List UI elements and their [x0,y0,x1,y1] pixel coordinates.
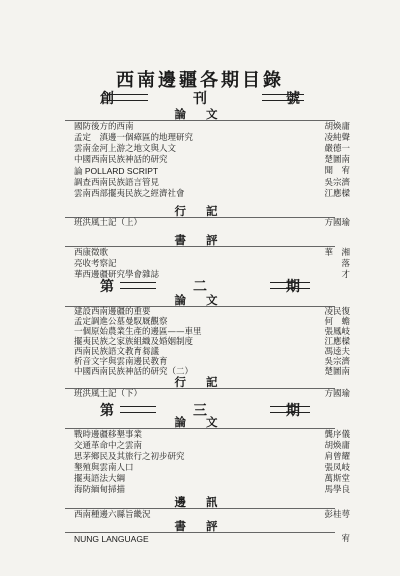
entry-title: 擺夷民族之家族組織及婚姻制度 [74,337,194,347]
entry-author: 何 蟾 [324,317,350,327]
entry-author: 馮逵夫 [324,347,350,357]
issue-header [0,88,400,107]
entry-author: 江應樑 [324,189,350,199]
entry-title: 華西邊疆研究學會雜誌 [74,270,160,280]
toc-entry [74,217,350,229]
toc-entry [74,388,350,400]
entry-author: 華 湘 [324,248,350,258]
issue-rule-left [108,94,148,101]
entry-author: 才 [341,270,350,280]
entry-author: 張鳳岐 [324,327,350,337]
entry-author: 楚圖南 [324,155,350,165]
entry-title: 雲南金河上游之地文與人文 [74,144,177,154]
entry-author: 肩曾耀 [324,452,350,462]
section-heading: 行 記 [174,204,226,218]
entry-author: 落 [341,259,350,269]
section-heading: 論 文 [174,293,226,307]
issue-header [0,276,400,295]
entry-author: 凌純聲 [324,133,350,143]
issue-rule-left [120,406,156,413]
entry-title: 中國西南民族神話的研究 [74,155,168,165]
entry-title: 國防後方的西南 [74,122,134,132]
entry-title: 析音文字與雲南邊民教育 [74,357,168,367]
entry-title: 班洪風土記（下） [74,389,143,399]
entry-title: 海防緬甸掃描 [74,485,126,495]
issue-label-char: 創 [100,91,114,107]
entry-title: 西南種邊六縣旨畿況 [74,510,151,520]
entry-author: 胡煥庸 [324,122,350,132]
entry-author: 彭桂萼 [324,510,350,520]
issue-label-char: 期 [286,279,300,295]
issue-label-char: 期 [286,403,300,419]
entry-title: 調查西南民族語言管見 [74,178,160,188]
entry-title: 擺夷語法大綱 [74,474,126,484]
section-heading: 邊 訊 [174,495,226,509]
entry-title: 中國西南民族神話的研究（二） [74,367,194,377]
entry-title: 戰時邊疆移墾事業 [74,430,143,440]
section-heading: 論 文 [174,415,226,429]
entry-author: 宥 [341,534,350,544]
entry-author: 楚圖南 [324,367,350,377]
entry-title: 思茅鄉民及其旅行之初步研究 [74,452,185,462]
entry-title: 孟定調進公墓曼馭厩觀察 [74,317,168,327]
entry-author: 馬學良 [324,485,350,495]
page-title: 西南邊疆各期目錄 [116,70,284,91]
entry-title: 論 POLLARD SCRIPT [74,166,159,176]
entry-title: 墾殖與雲南人口 [74,463,134,473]
entry-title: 一個原始農業生產的邊區——車里 [74,327,202,337]
section-heading: 論 文 [174,107,226,121]
issue-label-char: 三 [193,403,207,419]
issue-label-char: 第 [100,403,114,419]
entry-author: 張凤岐 [324,463,350,473]
issue-rule-right [270,282,310,289]
entry-author: 嚴德一 [324,144,350,154]
entry-title: 亮收考察記 [74,259,117,269]
entry-author: 凌民復 [324,307,350,317]
entry-author: 龔序儀 [324,430,350,440]
section-heading: 書 評 [174,233,226,247]
issue-rule-left [120,282,156,289]
section-heading: 行 記 [174,375,226,389]
entry-title: 建設西南邊疆的重要 [74,307,151,317]
issue-label-char: 號 [286,91,300,107]
toc-entry [74,533,350,545]
issue-rule-right [270,406,310,413]
issue-label-char: 第 [100,279,114,295]
entry-author: 方國瑜 [324,218,350,228]
entry-author: 胡煥庸 [324,441,350,451]
entry-author: 吳宗濟 [324,178,350,188]
section-heading: 書 評 [174,519,226,533]
entry-author: 萬斯堂 [324,474,350,484]
entry-title: 西康徵歌 [74,248,109,258]
entry-author: 方國瑜 [324,389,350,399]
toc-entry [74,188,350,200]
entry-title: 西南民族語文教育芻議 [74,347,160,357]
entry-title: 雲南西部擺夷民族之經濟社會 [74,189,185,199]
entry-author: 吳宗濟 [324,357,350,367]
entry-title: 交通革命中之雲南 [74,441,143,451]
entry-author: 江應樑 [324,337,350,347]
issue-label-char: 二 [193,279,207,295]
entry-title: 孟定 滇邊一個瘴區的地理研究 [74,133,194,143]
issue-label-char: 刊 [193,91,207,107]
issue-rule-right [262,94,304,101]
toc-entry [74,165,350,177]
entry-title: NUNG LANGUAGE [74,534,149,544]
entry-author: 聞 宥 [324,166,350,176]
entry-title: 班洪風土記（上） [74,218,143,228]
